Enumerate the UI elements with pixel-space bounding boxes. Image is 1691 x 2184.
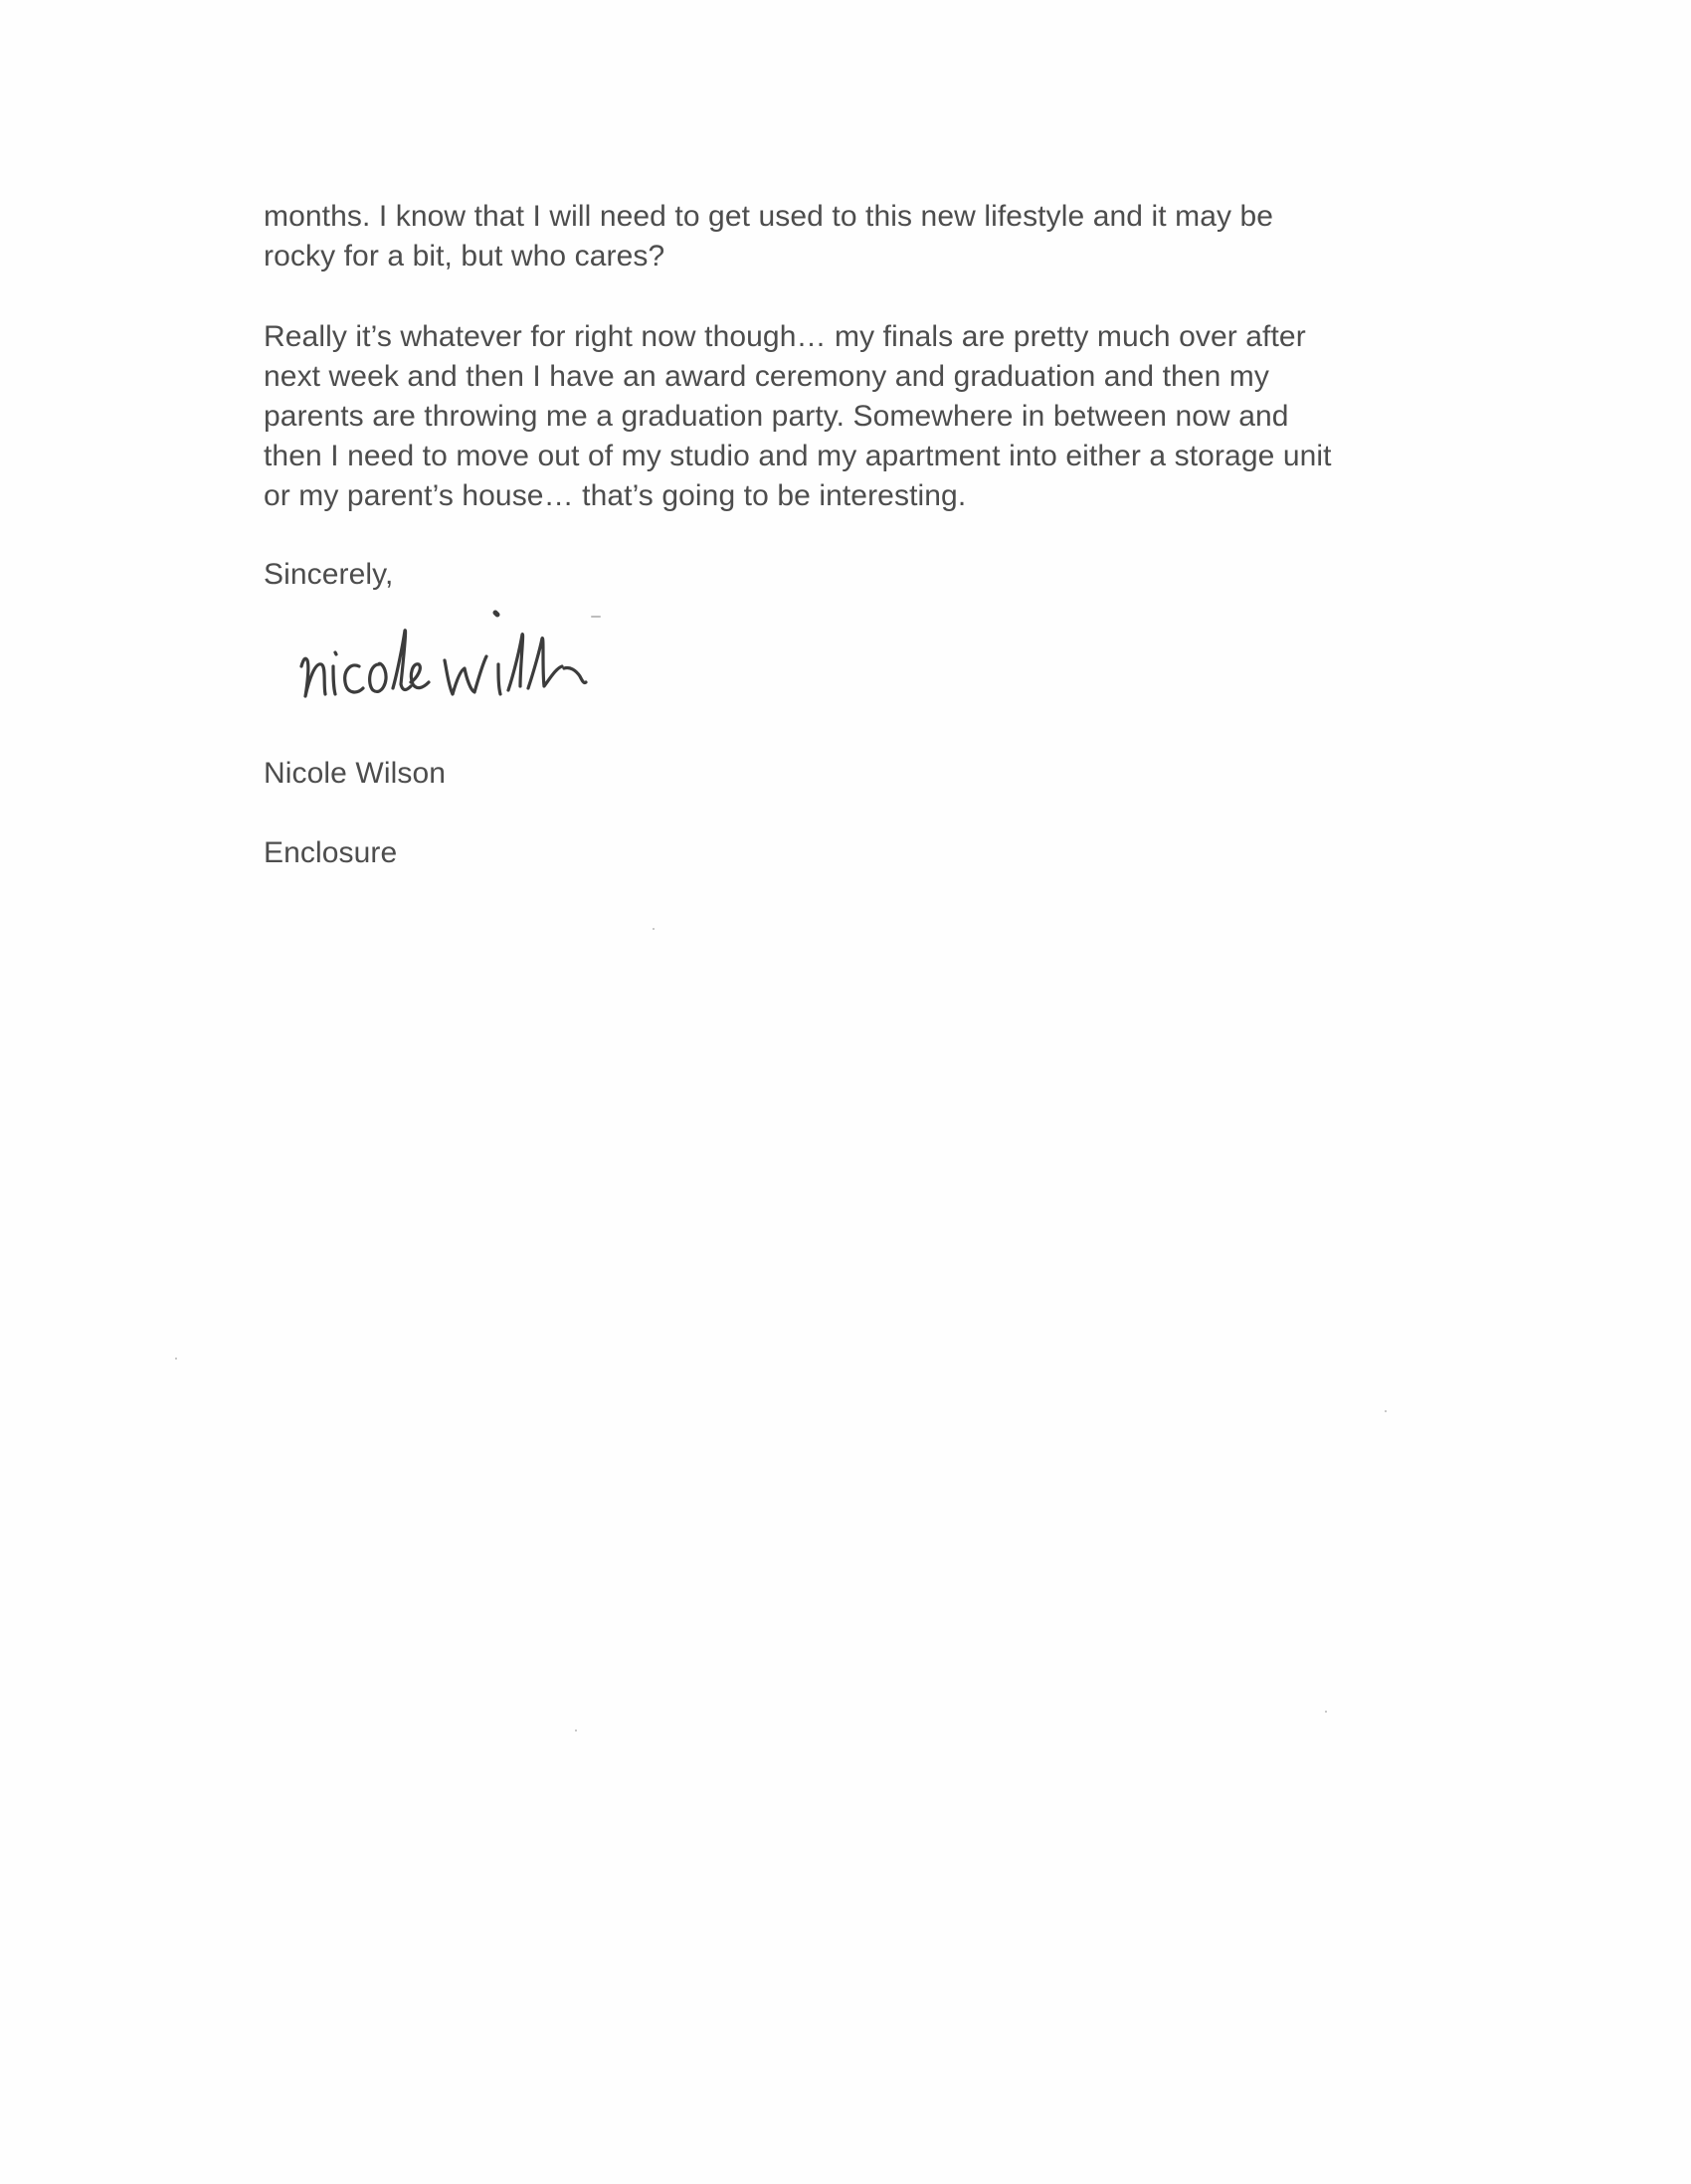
signature-image	[293, 605, 811, 714]
scan-speck	[575, 1729, 577, 1731]
body-paragraph-2: Really it’s whatever for right now though… my finals are pretty much over after next week and then I have an award ceremony and graduation and then my parents are throwing me a graduation party. Somewhere in between now and then I need to move out of my studio and my apartment into either a storage unit or my parent’s house… that’s going to be interesting.	[264, 320, 1332, 512]
handwritten-signature	[293, 605, 811, 714]
body-paragraph-1: months. I know that I will need to get used to this new lifestyle and it may be rocky for a bit, but who cares?	[264, 200, 1274, 273]
scan-speck	[175, 1358, 177, 1360]
signer-name: Nicole Wilson	[264, 757, 447, 790]
scan-speck	[1385, 1410, 1387, 1412]
scan-speck	[1325, 1711, 1327, 1713]
enclosure-note: Enclosure	[264, 836, 398, 869]
scan-speck	[653, 928, 655, 930]
closing-salutation: Sincerely,	[264, 558, 394, 591]
